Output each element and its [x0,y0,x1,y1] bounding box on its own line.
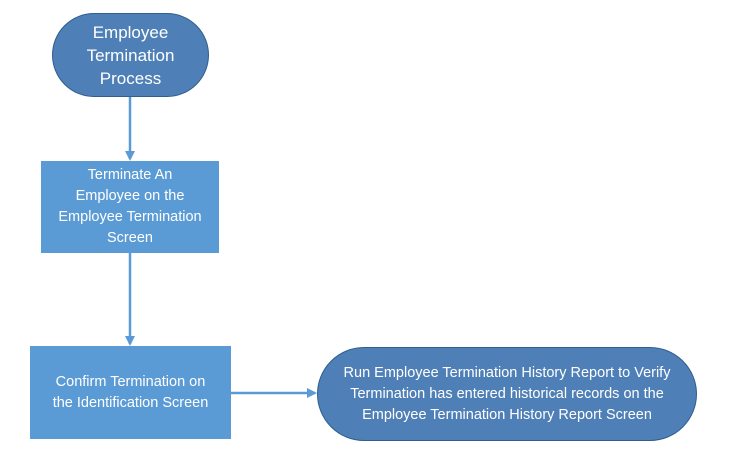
start-terminal-label: Employee Termination Process [86,22,175,88]
confirm-termination-step [30,346,231,439]
run-report-terminal [317,347,697,441]
terminate-employee-step-label: Terminate An Employee on the Employee Termination Screen [58,167,202,246]
terminate-employee-step [41,161,219,253]
run-report-terminal-label: Run Employee Termination History Report to Verify Termination has entered historical records on the Employee Termination History Report Screen [343,364,671,423]
start-terminal [52,13,209,97]
confirm-termination-step-label: Confirm Termination on the Identification Screen [52,373,209,411]
